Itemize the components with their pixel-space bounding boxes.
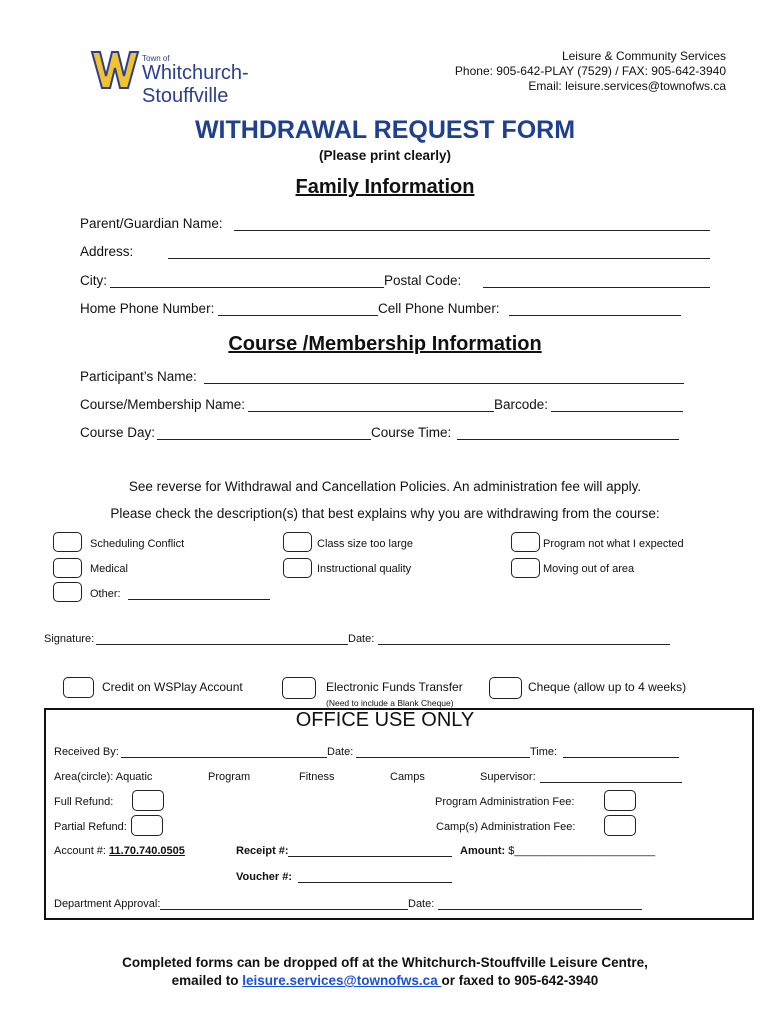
program-fee-label: Program Administration Fee: (435, 796, 575, 808)
area-label: Area(circle): Aquatic (54, 771, 153, 783)
form-subtitle: (Please print clearly) (318, 148, 452, 163)
footer-line1: Completed forms can be dropped off at the Whitchurch-Stouffville Leisure Centre, (122, 955, 648, 970)
barcode-field[interactable] (551, 411, 683, 412)
camp-fee-checkbox[interactable] (604, 815, 636, 836)
program-expected-checkbox[interactable] (511, 532, 540, 552)
logo-name: Whitchurch-Stouffville (142, 62, 249, 107)
area-fitness[interactable]: Fitness (299, 771, 335, 783)
program-fee-checkbox[interactable] (604, 790, 636, 811)
cheque-label: Cheque (allow up to 4 weeks) (528, 680, 687, 694)
area-camps[interactable]: Camps (390, 771, 425, 783)
office-date-label: Date: (327, 746, 354, 758)
course-heading: Course /Membership Information (228, 333, 542, 355)
dept-approval-label: Department Approval: (54, 898, 161, 910)
parent-label: Parent/Guardian Name: (80, 216, 223, 231)
voucher-field[interactable] (298, 882, 452, 883)
course-time-field[interactable] (457, 439, 679, 440)
dept-date-field[interactable] (438, 909, 642, 910)
other-field[interactable] (128, 599, 270, 600)
office-time-label: Time: (530, 746, 558, 758)
footer-emailed: emailed to (171, 973, 243, 988)
dept-approval-field[interactable] (160, 909, 408, 910)
footer-faxed: or faxed to 905-642-3940 (441, 973, 599, 988)
postal-field[interactable] (483, 287, 710, 288)
account-label (54, 845, 185, 857)
supervisor-label: Supervisor: (480, 771, 536, 783)
city-field[interactable] (110, 287, 384, 288)
membership-label: Course/Membership Name: (80, 397, 246, 412)
footer-email-link[interactable]: leisure.services@townofws.ca (242, 973, 442, 988)
participant-field[interactable] (204, 383, 684, 384)
membership-field[interactable] (248, 411, 494, 412)
amount-label: Amount: (460, 845, 506, 857)
account-number: 11.70.740.0505 (109, 845, 185, 857)
program-expected-label: Program not what I expected (543, 538, 684, 550)
contact-info (455, 49, 726, 94)
contact-dept: Leisure & Community Services (561, 49, 726, 63)
policy-note: See reverse for Withdrawal and Cancellation Policies. An administration fee will apply. (128, 479, 642, 494)
other-checkbox[interactable] (53, 582, 82, 602)
date-label: Date: (348, 633, 375, 645)
logo-w-mark (90, 44, 140, 94)
eft-label: Electronic Funds Transfer (326, 680, 463, 694)
cheque-checkbox[interactable] (489, 677, 522, 699)
instructional-label: Instructional quality (317, 563, 412, 575)
reasons-prompt: Please check the description(s) that best explains why you are withdrawing from the course: (110, 506, 660, 521)
receipt-field[interactable] (288, 856, 452, 857)
credit-checkbox[interactable] (63, 677, 94, 698)
barcode-label: Barcode: (494, 397, 549, 412)
account-prefix: Account #: (54, 845, 106, 857)
dept-date-label: Date: (408, 898, 435, 910)
home-phone-field[interactable] (218, 315, 378, 316)
footer-line2 (0, 973, 770, 988)
form-title: WITHDRAWAL REQUEST FORM (194, 116, 576, 144)
moving-label: Moving out of area (543, 563, 635, 575)
instructional-checkbox[interactable] (283, 558, 312, 578)
amount-row (460, 845, 655, 857)
full-refund-label: Full Refund: (54, 796, 114, 808)
contact-phone: Phone: 905-642-PLAY (7529) / FAX: 905-642-3940 (454, 64, 726, 78)
receipt-label: Receipt #: (236, 845, 289, 857)
home-phone-label: Home Phone Number: (80, 301, 215, 316)
course-time-label: Course Time: (371, 425, 452, 440)
scheduling-checkbox[interactable] (53, 532, 82, 552)
signature-label: Signature: (44, 633, 95, 645)
address-label: Address: (80, 244, 134, 259)
signature-field[interactable] (96, 644, 348, 645)
other-label: Other: (90, 588, 121, 600)
eft-checkbox[interactable] (282, 677, 316, 699)
credit-label: Credit on WSPlay Account (102, 680, 243, 694)
cell-phone-field[interactable] (509, 315, 681, 316)
contact-email: Email: leisure.services@townofws.ca (528, 79, 726, 93)
class-size-label: Class size too large (317, 538, 413, 550)
city-label: City: (80, 273, 107, 288)
date-field[interactable] (378, 644, 670, 645)
amount-field[interactable]: $_______________________ (508, 845, 656, 857)
course-day-label: Course Day: (80, 425, 156, 440)
cell-phone-label: Cell Phone Number: (378, 301, 500, 316)
received-by-label: Received By: (54, 746, 119, 758)
full-refund-checkbox[interactable] (132, 790, 164, 811)
voucher-label: Voucher #: (236, 871, 293, 883)
moving-checkbox[interactable] (511, 558, 540, 578)
address-field[interactable] (168, 258, 710, 259)
office-title: OFFICE USE ONLY (295, 709, 475, 731)
family-heading: Family Information (295, 176, 475, 198)
parent-field[interactable] (234, 230, 710, 231)
participant-label: Participant’s Name: (80, 369, 197, 384)
town-logo (90, 44, 330, 107)
received-by-field[interactable] (121, 757, 327, 758)
class-size-checkbox[interactable] (283, 532, 312, 552)
course-day-field[interactable] (157, 439, 371, 440)
office-time-field[interactable] (563, 757, 679, 758)
office-date-field[interactable] (356, 757, 530, 758)
supervisor-field[interactable] (540, 782, 682, 783)
area-program[interactable]: Program (208, 771, 251, 783)
office-use-box (44, 708, 754, 920)
scheduling-label: Scheduling Conflict (90, 538, 185, 550)
logo-town-of: Town of (142, 54, 170, 63)
medical-label: Medical (90, 563, 128, 575)
medical-checkbox[interactable] (53, 558, 82, 578)
camp-fee-label: Camp(s) Administration Fee: (436, 821, 576, 833)
eft-note: (Need to include a Blank Cheque) (326, 698, 454, 708)
partial-refund-checkbox[interactable] (131, 815, 163, 836)
postal-label: Postal Code: (384, 273, 462, 288)
partial-refund-label: Partial Refund: (54, 821, 127, 833)
